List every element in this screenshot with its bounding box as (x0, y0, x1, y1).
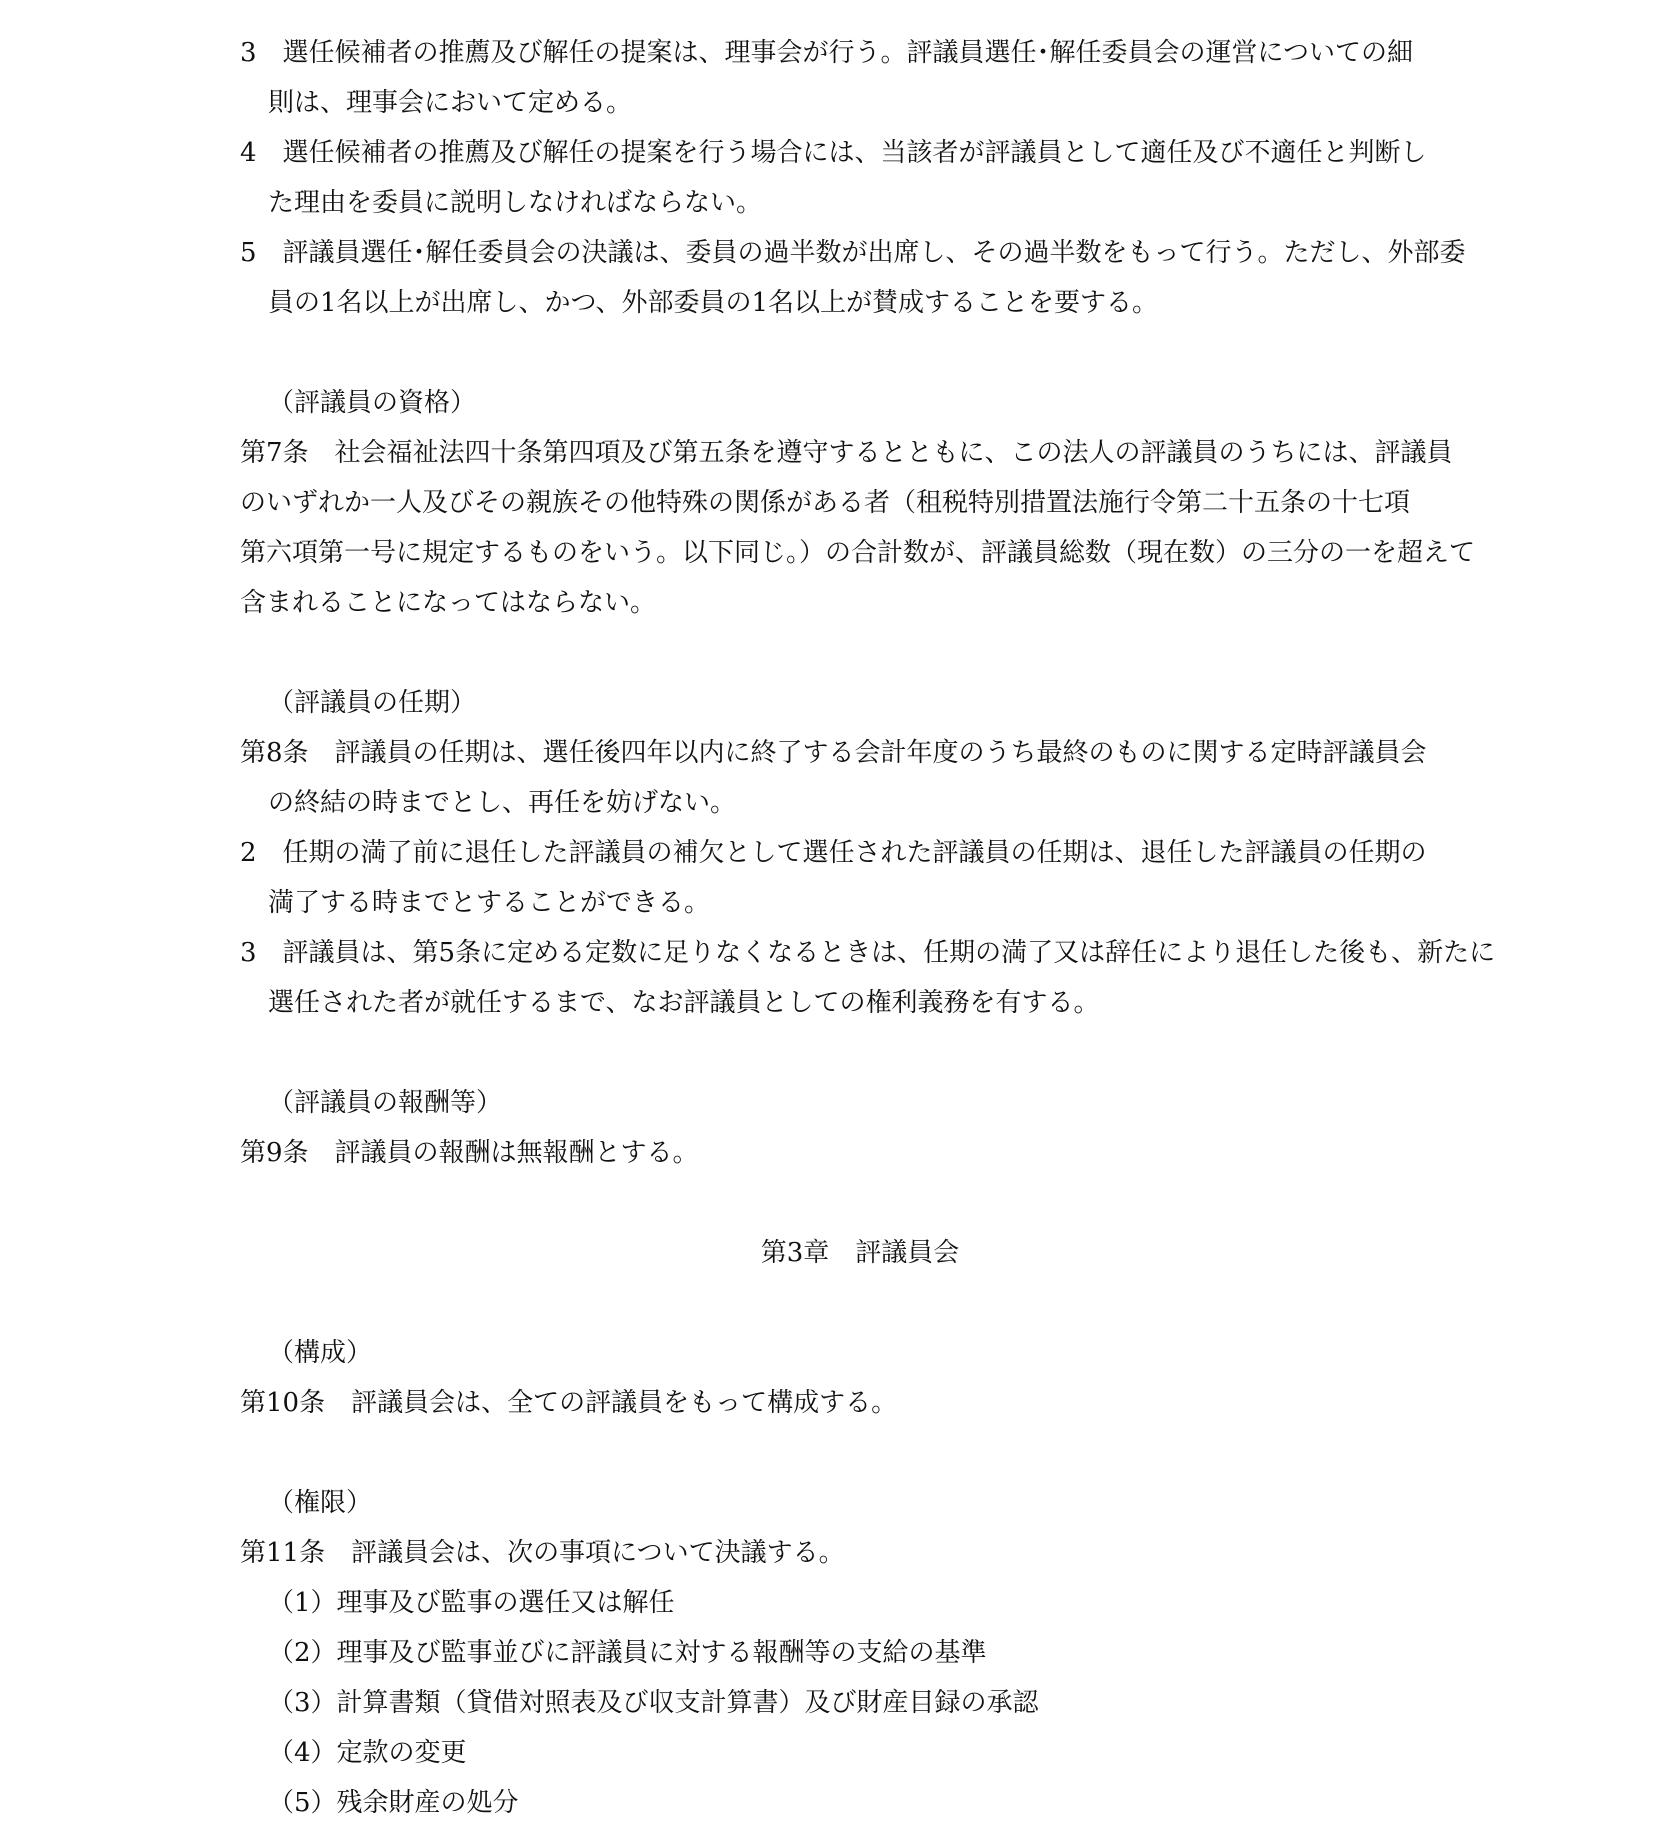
paragraph-continuation: の終結の時までとし、再任を妨げない。 (268, 788, 737, 818)
list-item: （4）定款の変更 (268, 1738, 467, 1768)
paragraph-line: 3 評議員は、第5条に定める定数に足りなくなるときは、任期の満了又は辞任により退任した後も、新たに (240, 938, 1496, 968)
paragraph-line: 5 評議員選任･解任委員会の決議は、委員の過半数が出席し、その過半数をもって行う。ただし、外部委 (240, 238, 1466, 268)
blank-line (240, 1278, 1452, 1328)
paragraph-line: 4 選任候補者の推薦及び解任の提案を行う場合には、当該者が評議員として適任及び不適任と判断し (240, 138, 1427, 168)
article-line: 第9条 評議員の報酬は無報酬とする。 (240, 1138, 699, 1168)
document-page (240, 28, 1496, 1828)
article-line: 第六項第一号に規定するものをいう。以下同じ。）の合計数が、評議員総数（現在数）の三分の一を超えて (240, 538, 1476, 568)
list-item: （3）計算書類（貸借対照表及び収支計算書）及び財産目録の承認 (268, 1688, 1039, 1718)
paragraph-line: 3 選任候補者の推薦及び解任の提案は、理事会が行う。評議員選任･解任委員会の運営についての細 (240, 38, 1414, 68)
article-line: 第10条 評議員会は、全ての評議員をもって構成する。 (240, 1388, 898, 1418)
article-line: 第11条 評議員会は、次の事項について決議する。 (240, 1538, 845, 1568)
paragraph-line: 2 任期の満了前に退任した評議員の補欠として選任された評議員の任期は、退任した評議員の任期の (240, 838, 1427, 868)
paragraph-continuation: 満了する時までとすることができる。 (268, 888, 711, 918)
article-caption: （評議員の報酬等） (268, 1088, 503, 1118)
list-item: （2）理事及び監事並びに評議員に対する報酬等の支給の基準 (268, 1638, 987, 1668)
blank-line (240, 328, 1452, 378)
paragraph-continuation: 選任された者が就任するまで、なお評議員としての権利義務を有する。 (268, 988, 1100, 1018)
paragraph-continuation: た理由を委員に説明しなければならない。 (268, 188, 763, 218)
article-line: 第8条 評議員の任期は、選任後四年以内に終了する会計年度のうち最終のものに関する定時評議員会 (240, 738, 1427, 768)
chapter-heading: 第3章 評議員会 (760, 1238, 960, 1268)
article-line: 含まれることになってはならない。 (240, 588, 657, 618)
list-item: （5）残余財産の処分 (268, 1788, 519, 1818)
article-line: 第7条 社会福祉法四十条第四項及び第五条を遵守するとともに、この法人の評議員のうちには、評議員 (240, 438, 1453, 468)
blank-line (240, 1028, 1452, 1078)
paragraph-continuation: 則は、理事会において定める。 (268, 88, 633, 118)
blank-line (240, 1178, 1452, 1228)
paragraph-continuation: 員の1名以上が出席し、かつ、外部委員の1名以上が賛成することを要する。 (268, 288, 1159, 318)
blank-line (240, 1428, 1452, 1478)
article-line: のいずれか一人及びその親族その他特殊の関係がある者（租税特別措置法施行令第二十五条の十七項 (240, 488, 1411, 518)
article-caption: （評議員の任期） (268, 688, 477, 718)
list-item: （1）理事及び監事の選任又は解任 (268, 1588, 675, 1618)
article-caption: （評議員の資格） (268, 388, 477, 418)
blank-line (240, 628, 1452, 678)
article-caption: （権限） (268, 1488, 373, 1518)
article-caption: （構成） (268, 1338, 373, 1368)
